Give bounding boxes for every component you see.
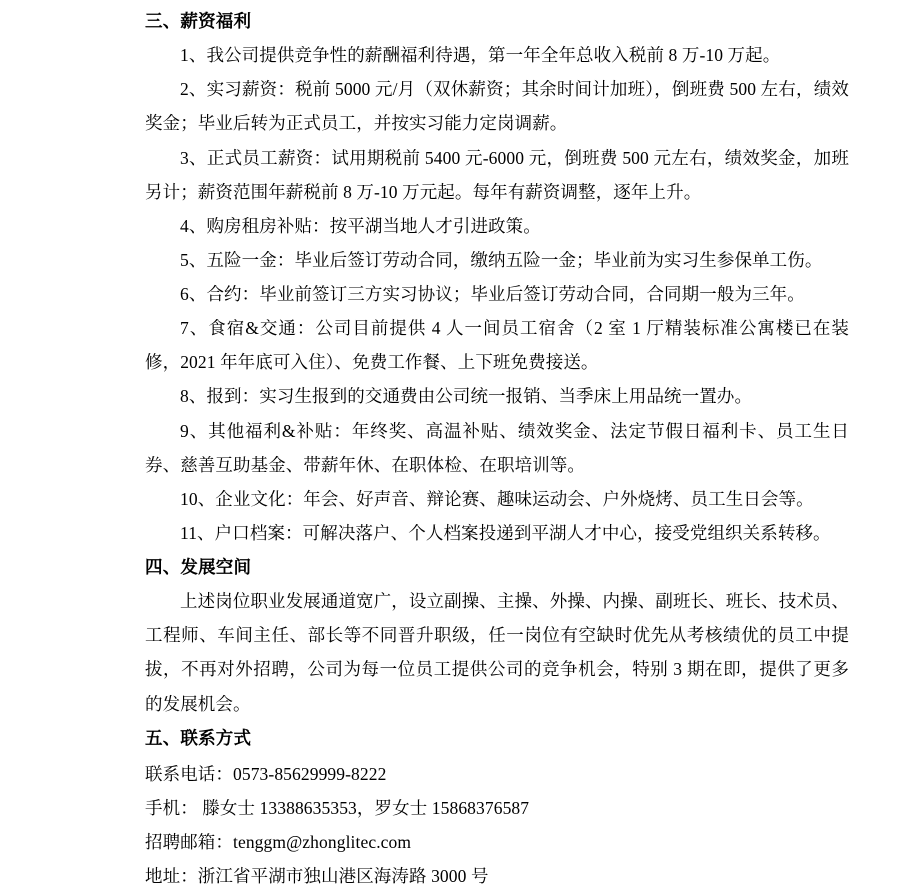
paragraph-salary-7: 7、食宿&交通：公司目前提供 4 人一间员工宿舍（2 室 1 厅精装标准公寓楼已在装修，2021 年年底可入住）、免费工作餐、上下班免费接送。	[145, 318, 849, 373]
paragraph-salary-5: 5、五险一金：毕业后签订劳动合同，缴纳五险一金；毕业前为实习生参保单工伤。	[180, 249, 823, 270]
paragraph-salary-3: 3、正式员工薪资：试用期税前 5400 元-6000 元，倒班费 500 元左右，绩效奖金，加班另计；薪资范围年薪税前 8 万-10 万元起。每年有薪资调整，逐年上升。	[145, 147, 849, 202]
contact-block	[145, 757, 849, 893]
section-heading-development-space: 四、发展空间	[145, 557, 252, 577]
section-heading-salary-benefits: 三、薪资福利	[145, 11, 252, 31]
paragraph-salary-9: 9、其他福利&补贴：年终奖、高温补贴、绩效奖金、法定节假日福利卡、员工生日券、慈善互助基金、带薪年休、在职体检、在职培训等。	[145, 420, 849, 475]
paragraph-salary-2: 2、实习薪资：税前 5000 元/月（双休薪资；其余时间计加班），倒班费 500 左右，绩效奖金；毕业后转为正式员工，并按实习能力定岗调薪。	[145, 79, 849, 134]
contact-email: 招聘邮箱：tenggm@zhonglitec.com	[145, 832, 412, 852]
paragraph-salary-6: 6、合约：毕业前签订三方实习协议；毕业后签订劳动合同，合同期一般为三年。	[180, 284, 805, 304]
contact-phone: 联系电话：0573-85629999-8222	[145, 763, 387, 784]
paragraph-salary-8: 8、报到：实习生报到的交通费由公司统一报销、当季床上用品统一置办。	[180, 386, 753, 407]
paragraph-salary-11: 11、户口档案：可解决落户、个人档案投递到平湖人才中心，接受党组织关系转移。	[180, 522, 831, 543]
paragraph-development-1: 上述岗位职业发展通道宽广，设立副操、主操、外操、内操、副班长、班长、技术员、工程师、车间主任、部长等不同晋升职级，任一岗位有空缺时优先从考核绩优的员工中提拔，不再对外招聘，公司为每一位员工提供公司的竞争机会，特别 3 期在即，提供了更多的发展机会。	[145, 591, 849, 714]
paragraph-salary-4: 4、购房租房补贴：按平湖当地人才引进政策。	[180, 215, 541, 236]
paragraph-salary-1: 1、我公司提供竞争性的薪酬福利待遇，第一年全年总收入税前 8 万-10 万起。	[180, 45, 781, 66]
contact-mobile: 手机： 滕女士 13388635353，罗女士 15868376587	[145, 797, 530, 818]
section-heading-contact: 五、联系方式	[145, 727, 252, 748]
contact-address: 地址：浙江省平湖市独山港区海涛路 3000 号	[145, 866, 489, 887]
paragraph-salary-10: 10、企业文化：年会、好声音、辩论赛、趣味运动会、户外烧烤、员工生日会等。	[180, 488, 814, 509]
